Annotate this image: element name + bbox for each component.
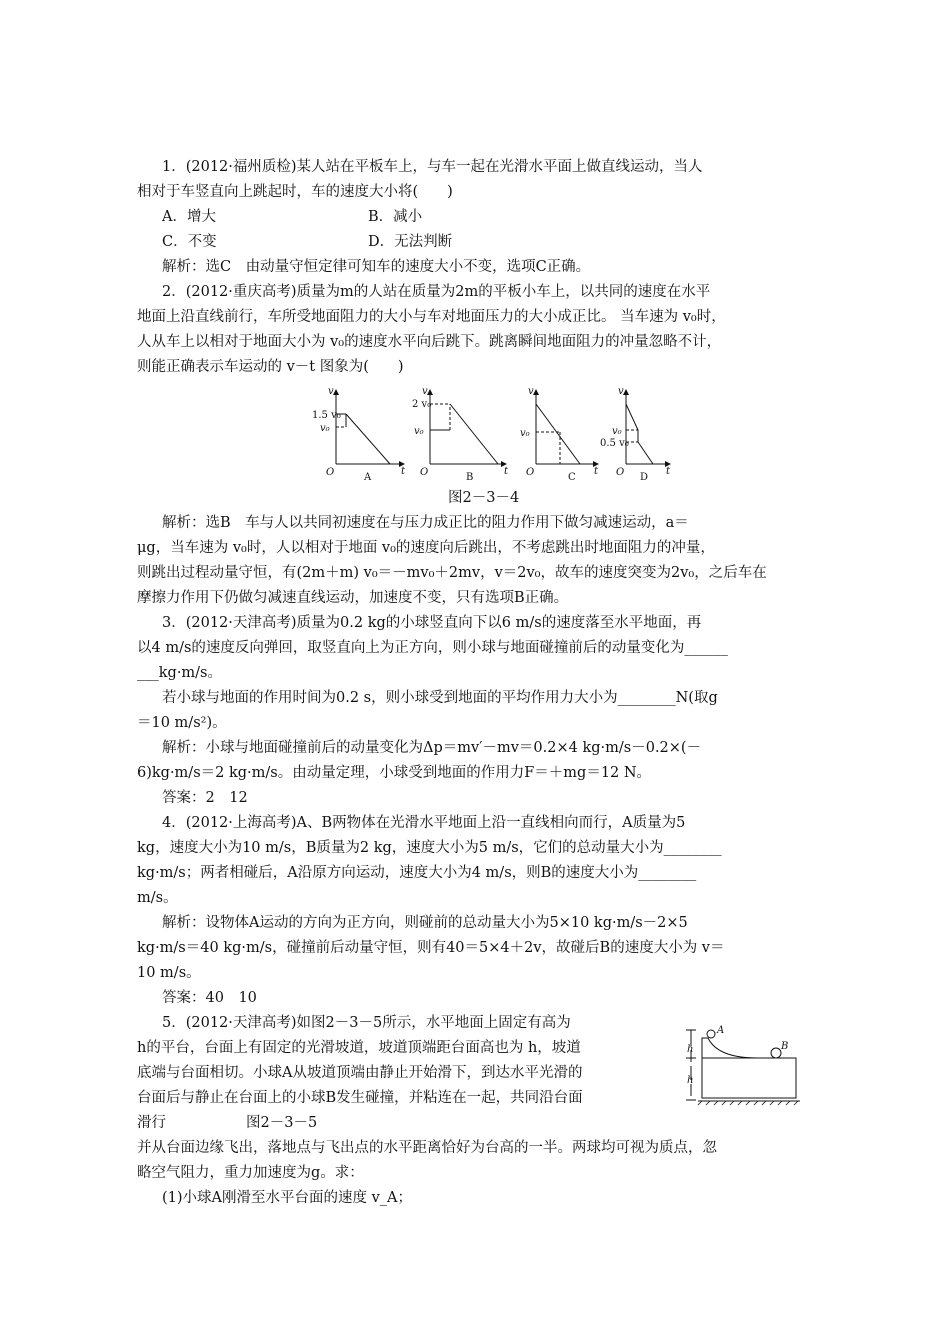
graph-a-letter: A: [364, 472, 372, 483]
graph-a-origin: O: [326, 467, 335, 478]
q2-line-4: 则能正确表示车运动的 v－t 图象为( ): [137, 359, 404, 375]
q1-line-2: 相对于车竖直向上跳起时，车的速度大小将( ): [137, 184, 453, 200]
graph-d: [626, 390, 670, 464]
height-label-upper: h: [687, 1044, 694, 1055]
graph-a-t-label: t: [401, 466, 406, 477]
graph-b-v-label: v: [422, 386, 428, 397]
q4-final-answer: 答案：40 10: [162, 990, 257, 1006]
q5-line-7: 略空气阻力，重力加速度为g。求：: [137, 1165, 364, 1181]
graph-c-origin: O: [526, 467, 535, 478]
q3-line-2: 以4 m/s的速度反向弹回，取竖直向上为正方向，则小球与地面碰撞前后的动量变化为______: [137, 640, 728, 656]
q2-answer-line-1: 解析：选B 车与人以共同初速度在与压力成正比的阻力作用下做匀减速运动，a＝: [162, 515, 689, 531]
q3-line-4: 若小球与地面的作用时间为0.2 s，则小球受到地面的平均作用力大小为________N(取g: [162, 690, 718, 706]
q4-answer-line-2: kg·m/s＝40 kg·m/s，碰撞前后动量守恒，则有40＝5×4＋2v，故碰后B的速度大小为 v＝: [137, 940, 725, 956]
q2-line-2: 地面上沿直线前行，车所受地面阻力的大小与车对地面压力的大小成正比。 当车速为 v₀时，: [137, 309, 726, 325]
ball-b-label: B: [781, 1041, 789, 1052]
graph-a-v-label: v: [328, 386, 334, 397]
graph-c-t-label: t: [594, 466, 599, 477]
graph-a: [336, 390, 404, 464]
graph-c-v-label: v: [528, 386, 534, 397]
q2-answer-line-4: 摩擦力作用下仍做匀减速直线运动，加速度不变，只有选项B正确。: [137, 590, 569, 606]
q1-line-1: 1．(2012·福州质检)某人站在平板车上，与车一起在光滑水平面上做直线运动，当人: [162, 159, 703, 175]
q2-answer-line-3: 则跳出过程动量守恒，有(2m＋m) v₀＝－mv₀＋2mv，v＝2v₀，故车的速度突变为2v₀，之后车在: [137, 565, 767, 581]
q4-line-3: kg·m/s；两者相碰后，A沿原方向运动，速度大小为4 m/s，则B的速度大小为________: [137, 865, 697, 881]
graph-d-v-label: v: [618, 386, 624, 397]
graph-b-origin: O: [420, 467, 429, 478]
graph-d-origin: O: [616, 467, 625, 478]
q3-line-1: 3．(2012·天津高考)质量为0.2 kg的小球竖直向下以6 m/s的速度落至水平地面，再: [162, 615, 702, 631]
q1-option-d: D．无法判断: [368, 234, 453, 250]
ball-a: [707, 1030, 715, 1038]
q5-line-2: h的平台，台面上有固定的光滑坡道，坡道顶端距台面高也为 h，坡道: [137, 1040, 581, 1056]
q2-answer-line-2: μg，当车速为 v₀时，人以相对于地面 v₀的速度向后跳出，不考虑跳出时地面阻力的冲量，: [137, 540, 715, 556]
height-label-lower: h: [687, 1075, 694, 1086]
graph-b: [430, 390, 506, 464]
q5-line-4: 台面后与静止在台面上的小球B发生碰撞，并粘连在一起，共同沿台面: [137, 1090, 583, 1106]
q5-line-3: 底端与台面相切。小球A从坡道顶端由静止开始滑下，到达水平光滑的: [137, 1065, 583, 1081]
q4-line-4: m/s。: [137, 890, 178, 906]
graph-a-v0-label: v₀: [320, 423, 330, 434]
q3-line-3: ___kg·m/s。: [137, 665, 223, 681]
q4-answer-line-3: 10 m/s。: [137, 965, 201, 981]
q2-line-3: 人从车上以相对于地面大小为 v₀的速度水平向后跳下。跳离瞬间地面阻力的冲量忽略不计，: [137, 334, 722, 350]
q5-line-6: 并从台面边缘飞出，落地点与飞出点的水平距离恰好为台高的一半。两球均可视为质点，忽: [137, 1140, 717, 1156]
q4-line-2: kg，速度大小为10 m/s，B质量为2 kg，速度大小为5 m/s，它们的总动量大小为________: [137, 840, 722, 856]
graph-b-2v0-label: 2 v₀: [412, 399, 432, 410]
graph-d-v0-label: v₀: [612, 426, 622, 437]
q5-line-8: (1)小球A刚滑至水平台面的速度 v_A；: [162, 1190, 413, 1206]
ball-b: [771, 1048, 781, 1058]
q5-figure-caption: 图2－3－5: [246, 1115, 318, 1131]
graph-b-v0-label: v₀: [414, 426, 424, 437]
q1-option-b: B．减小: [368, 209, 423, 225]
graph-c-v0-label: v₀: [520, 428, 530, 439]
q1-option-c: C．不变: [162, 234, 217, 250]
vt-graphs-figure: [308, 382, 680, 484]
q1-option-a: A．增大: [162, 209, 216, 225]
graph-a-15v0-label: 1.5 v₀: [312, 410, 341, 421]
q1-answer: 解析：选C 由动量守恒定律可知车的速度大小不变，选项C正确。: [162, 259, 591, 275]
q4-answer-line-1: 解析：设物体A运动的方向为正方向，则碰前的总动量大小为5×10 kg·m/s－2×5: [162, 915, 688, 931]
q3-final-answer: 答案：2 12: [162, 790, 248, 806]
q4-line-1: 4．(2012·上海高考)A、B两物体在光滑水平地面上沿一直线相向而行，A质量为5: [162, 815, 686, 831]
q2-figure-caption: 图2－3－4: [448, 490, 520, 506]
q3-answer-line-1: 解析：小球与地面碰撞前后的动量变化为Δp＝mv′－mv＝0.2×4 kg·m/s－0.2×(－: [162, 740, 702, 756]
q3-answer-line-2: 6)kg·m/s＝2 kg·m/s。由动量定理，小球受到地面的作用力F＝＋mg＝12 N。: [137, 765, 652, 781]
graph-b-letter: B: [466, 472, 474, 483]
q5-line-5a: 滑行: [137, 1115, 166, 1131]
q2-line-1: 2．(2012·重庆高考)质量为m的人站在质量为2m的平板小车上，以共同的速度在水平: [162, 284, 711, 300]
graph-c: [536, 390, 598, 464]
graph-b-t-label: t: [504, 466, 509, 477]
graph-d-letter: D: [640, 472, 649, 483]
ramp-platform-figure: [684, 1022, 802, 1106]
q5-line-1: 5．(2012·天津高考)如图2－3－5所示，水平地面上固定有高为: [162, 1015, 571, 1031]
q3-line-5: ＝10 m/s²)。: [137, 715, 227, 731]
ball-a-label: A: [717, 1025, 725, 1036]
graph-d-05v0-label: 0.5 v₀: [600, 438, 629, 449]
graph-c-letter: C: [568, 472, 576, 483]
graph-d-t-label: t: [666, 466, 671, 477]
